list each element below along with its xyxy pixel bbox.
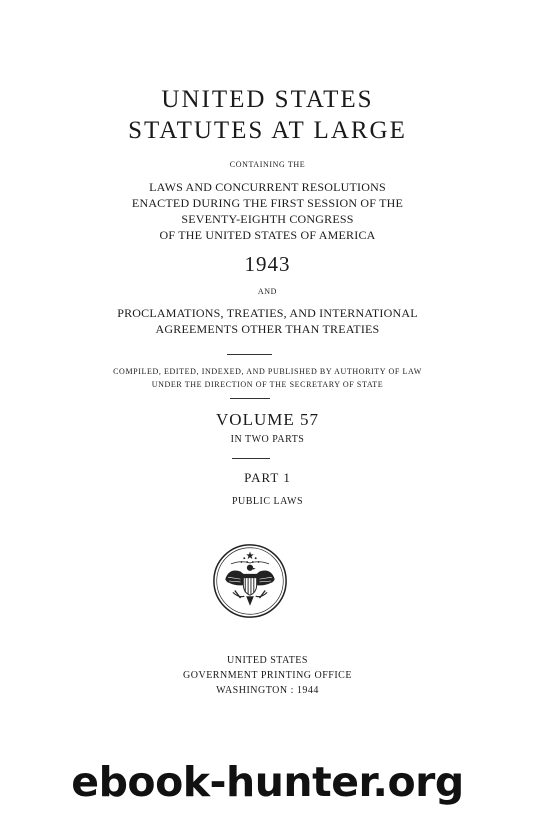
watermark-text: ebook-hunter.org <box>71 758 464 806</box>
year: 1943 <box>244 252 291 276</box>
imprint-line-1: UNITED STATES <box>227 655 308 666</box>
laws-line-2: ENACTED DURING THE FIRST SESSION OF THE <box>131 196 404 210</box>
volume-parts: IN TWO PARTS <box>230 434 305 445</box>
part-label: PART 1 <box>244 470 291 485</box>
title-line-2: STATUTES AT LARGE <box>128 117 407 144</box>
compiled-line-2: UNDER THE DIRECTION OF THE SECRETARY OF STATE <box>151 380 384 389</box>
part-subtitle: PUBLIC LAWS <box>231 496 304 507</box>
volume-label: VOLUME 57 <box>216 410 319 429</box>
laws-line-4: OF THE UNITED STATES OF AMERICA <box>159 228 376 242</box>
compiled-line-1: COMPILED, EDITED, INDEXED, AND PUBLISHED BY AUTHORITY OF LAW <box>113 367 422 376</box>
laws-line-3: SEVENTY-EIGHTH CONGRESS <box>181 212 354 226</box>
imprint-line-3: WASHINGTON : 1944 <box>216 685 319 696</box>
proclamations-line-1: PROCLAMATIONS, TREATIES, AND INTERNATIONAL <box>117 306 418 320</box>
divider-rule <box>232 458 270 459</box>
laws-line-1: LAWS AND CONCURRENT RESOLUTIONS <box>149 180 386 194</box>
containing-text: CONTAINING THE <box>229 160 306 169</box>
title-line-1: UNITED STATES <box>161 86 374 113</box>
divider-rule <box>230 398 270 399</box>
and-text: AND <box>257 287 278 296</box>
divider-rule <box>227 354 272 355</box>
proclamations-line-2: AGREEMENTS OTHER THAN TREATIES <box>155 322 380 336</box>
imprint-line-2: GOVERNMENT PRINTING OFFICE <box>183 670 352 681</box>
great-seal-icon <box>212 543 288 619</box>
